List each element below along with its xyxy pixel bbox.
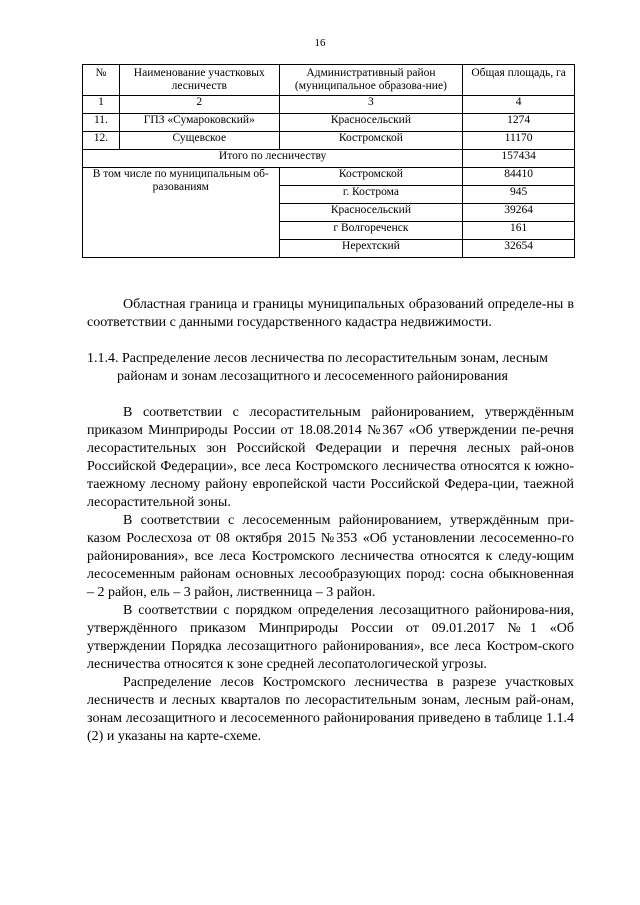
paragraph-protection-zones: В соответствии с порядком определения лесозащитного районирова-ния, утверждённого приказом Минприроды России от 09.01.2017 №1 «Об утверждении Порядка лесозащитного районирования», все леса Костром-ского лесничества относятся к зоне средней лесопатологической угрозы.: [87, 603, 574, 672]
row-number: 12.: [83, 132, 120, 150]
section-heading: [87, 350, 574, 386]
col-header-number: №: [83, 65, 120, 96]
table-row: [83, 114, 575, 132]
row-area: 1274: [463, 114, 575, 132]
row-name: Сущевское: [119, 132, 279, 150]
municipal-row: [83, 168, 575, 186]
section-heading-line1: 1.1.4. Распределение лесов лесничества по лесорастительным зонам, лесным: [87, 351, 548, 366]
municipal-district: г. Кострома: [279, 186, 463, 204]
table-row: [83, 132, 575, 150]
municipal-area: 161: [463, 222, 575, 240]
municipal-district: Нерехтский: [279, 240, 463, 258]
total-value: 157434: [463, 150, 575, 168]
table-header-row: [83, 65, 575, 96]
municipal-area: 84410: [463, 168, 575, 186]
row-number: 11.: [83, 114, 120, 132]
col-number-1: 1: [83, 96, 120, 114]
col-number-3: 3: [279, 96, 463, 114]
total-row: [83, 150, 575, 168]
paragraph-seed-zones: В соответствии с лесосеменным районированием, утверждённым при-казом Рослесхоза от 08 октября 2015 №353 «Об установлении лесосеменно-го районирования», все леса Костромского лесничества относятся к следу-ющим лесосеменным районам основных лесообразующих пород: сосна обыкновенная – 2 район, ель – 3 район, лиственница – 3 район.: [87, 513, 574, 600]
municipal-label: В том числе по муниципальным об-разованиям: [83, 168, 280, 258]
row-area: 11170: [463, 132, 575, 150]
page-number: 16: [314, 37, 326, 49]
section-heading-line2: районам и зонам лесозащитного и лесосеменного районирования: [117, 369, 508, 384]
municipal-district: г Волгореченск: [279, 222, 463, 240]
row-name: ГПЗ «Сумароковский»: [119, 114, 279, 132]
paragraph-forest-zones: В соответствии с лесорастительным районированием, утверждённым приказом Минприроды России от 18.08.2014 №367 «Об утверждении пе-речня лесорастительных зон Российской Федерации и перечня лесных рай-онов Российской Федерации», все леса Костромского лесничества относятся к южно-таежному лесному району европейской части Российской Федера-ции, таежной лесорастительной зоны.: [87, 405, 574, 510]
total-label: Итого по лесничеству: [83, 150, 463, 168]
col-header-area: Общая площадь, га: [463, 65, 575, 96]
paragraph-distribution: Распределение лесов Костромского лесничества в разрезе участковых лесничеств и лесных кварталов по лесорастительным зонам, лесным рай-онам, зонам лесозащитного и лесосеменного районирования приведено в таблице 1.1.4 (2) и указаны на карте-схеме.: [87, 675, 574, 744]
table-numbering-row: [83, 96, 575, 114]
forestry-table: [82, 64, 575, 258]
municipal-area: 39264: [463, 204, 575, 222]
col-number-4: 4: [463, 96, 575, 114]
paragraph-borders: Областная граница и границы муниципальных образований определе-ны в соответствии с данными государственного кадастра недвижимости.: [87, 297, 574, 330]
col-header-name: Наименование участковых лесничеств: [119, 65, 279, 96]
municipal-district: Красносельский: [279, 204, 463, 222]
row-district: Красносельский: [279, 114, 463, 132]
municipal-area: 945: [463, 186, 575, 204]
row-district: Костромской: [279, 132, 463, 150]
col-header-district: Административный район (муниципальное образова-ние): [279, 65, 463, 96]
municipal-district: Костромской: [279, 168, 463, 186]
municipal-area: 32654: [463, 240, 575, 258]
col-number-2: 2: [119, 96, 279, 114]
